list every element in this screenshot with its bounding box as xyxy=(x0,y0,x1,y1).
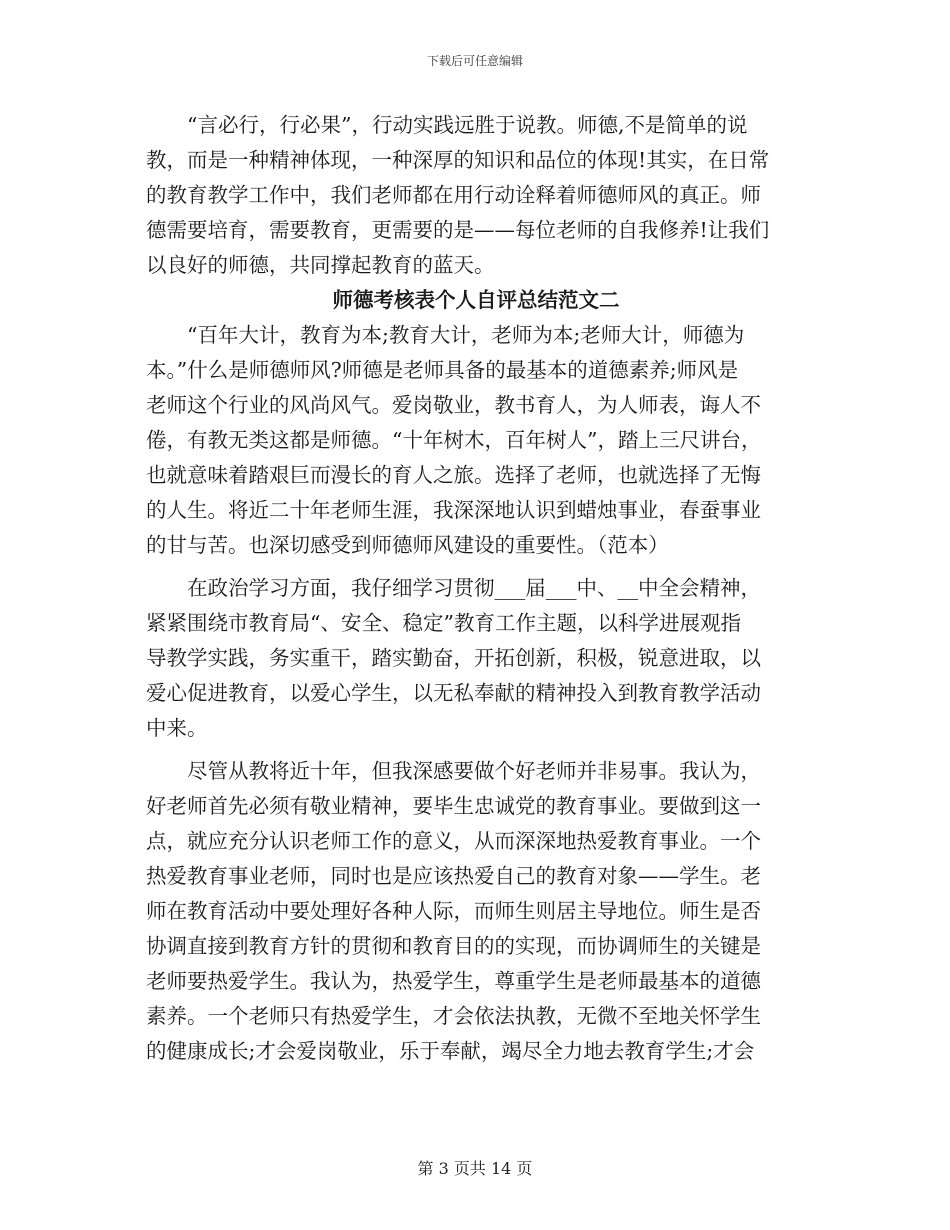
text-line: 点，就应充分认识老师工作的意义，从而深深地热爱教育事业。一个 xyxy=(146,829,761,853)
paragraph-4 xyxy=(146,754,806,1069)
section-title: 师德考核表个人自评总结范文二 xyxy=(332,288,620,312)
text-line: 热爱教育事业老师，同时也是应该热爱自己的教育对象——学生。老 xyxy=(146,864,761,888)
text-line: 尽管从教将近十年，但我深感要做个好老师并非易事。我认为， xyxy=(187,759,761,783)
text-line: 在政治学习方面，我仔细学习贯彻___届___中、__中全会精神， xyxy=(187,576,761,600)
text-line: 爱心促进教育，以爱心学生，以无私奉献的精神投入到教育教学活动 xyxy=(146,681,761,705)
text-line: 的健康成长;才会爱岗敬业，乐于奉献，竭尽全力地去教育学生;才会 xyxy=(146,1039,755,1063)
text-line: 本。”什么是师德师风?师德是老师具备的最基本的道德素养;师风是 xyxy=(146,358,739,382)
paragraph-1 xyxy=(146,108,806,283)
text-line: 中来。 xyxy=(146,716,208,740)
paragraph-3 xyxy=(146,571,806,746)
text-line: 师在教育活动中要处理好各种人际，而师生则居主导地位。师生是否 xyxy=(146,899,761,923)
text-line: 老师这个行业的风尚风气。爱岗敬业，教书育人，为人师表，诲人不 xyxy=(146,393,761,417)
text-line: 素养。一个老师只有热爱学生，才会依法执教，无微不至地关怀学生 xyxy=(146,1004,761,1028)
document-body xyxy=(146,108,806,1069)
text-line: 协调直接到教育方针的贯彻和教育目的的实现，而协调师生的关键是 xyxy=(146,934,761,958)
text-line: 老师要热爱学生。我认为，热爱学生，尊重学生是老师最基本的道德 xyxy=(146,969,761,993)
paragraph-2 xyxy=(146,318,806,563)
text-line: “言必行，行必果”，行动实践远胜于说教。师德,不是简单的说 xyxy=(187,113,748,137)
text-line: 的人生。将近二十年老师生涯，我深深地认识到蜡烛事业，春蚕事业 xyxy=(146,498,761,522)
text-line: 的教育教学工作中，我们老师都在用行动诠释着师德师风的真正。师 xyxy=(146,183,761,207)
text-line: 导教学实践，务实重干，踏实勤奋，开拓创新，积极，锐意进取，以 xyxy=(146,646,761,670)
page-number: 第 3 页共 14 页 xyxy=(417,1159,533,1178)
text-line: 德需要培育，需要教育，更需要的是——每位老师的自我修养!让我们 xyxy=(146,218,770,242)
text-line: 以良好的师德，共同撑起教育的蓝天。 xyxy=(146,253,495,277)
text-line: 紧紧围绕市教育局“、安全、稳定”教育工作主题，以科学进展观指 xyxy=(146,611,741,635)
text-line: 好老师首先必须有敬业精神，要毕生忠诚党的教育事业。要做到这一 xyxy=(146,794,761,818)
text-line: 的甘与苦。也深切感受到师德师风建设的重要性。（范本） xyxy=(146,533,669,557)
text-line: 也就意味着踏艰巨而漫长的育人之旅。选择了老师，也就选择了无悔 xyxy=(146,463,761,487)
text-line: 倦，有教无类这都是师德。“十年树木，百年树人”，踏上三尺讲台， xyxy=(146,428,762,452)
text-line: “百年大计，教育为本;教育大计，老师为本;老师大计，师德为 xyxy=(187,323,745,347)
page-header: 下载后可任意编辑 xyxy=(426,54,523,68)
text-line: 教，而是一种精神体现，一种深厚的知识和品位的体现!其实，在日常 xyxy=(146,148,770,172)
